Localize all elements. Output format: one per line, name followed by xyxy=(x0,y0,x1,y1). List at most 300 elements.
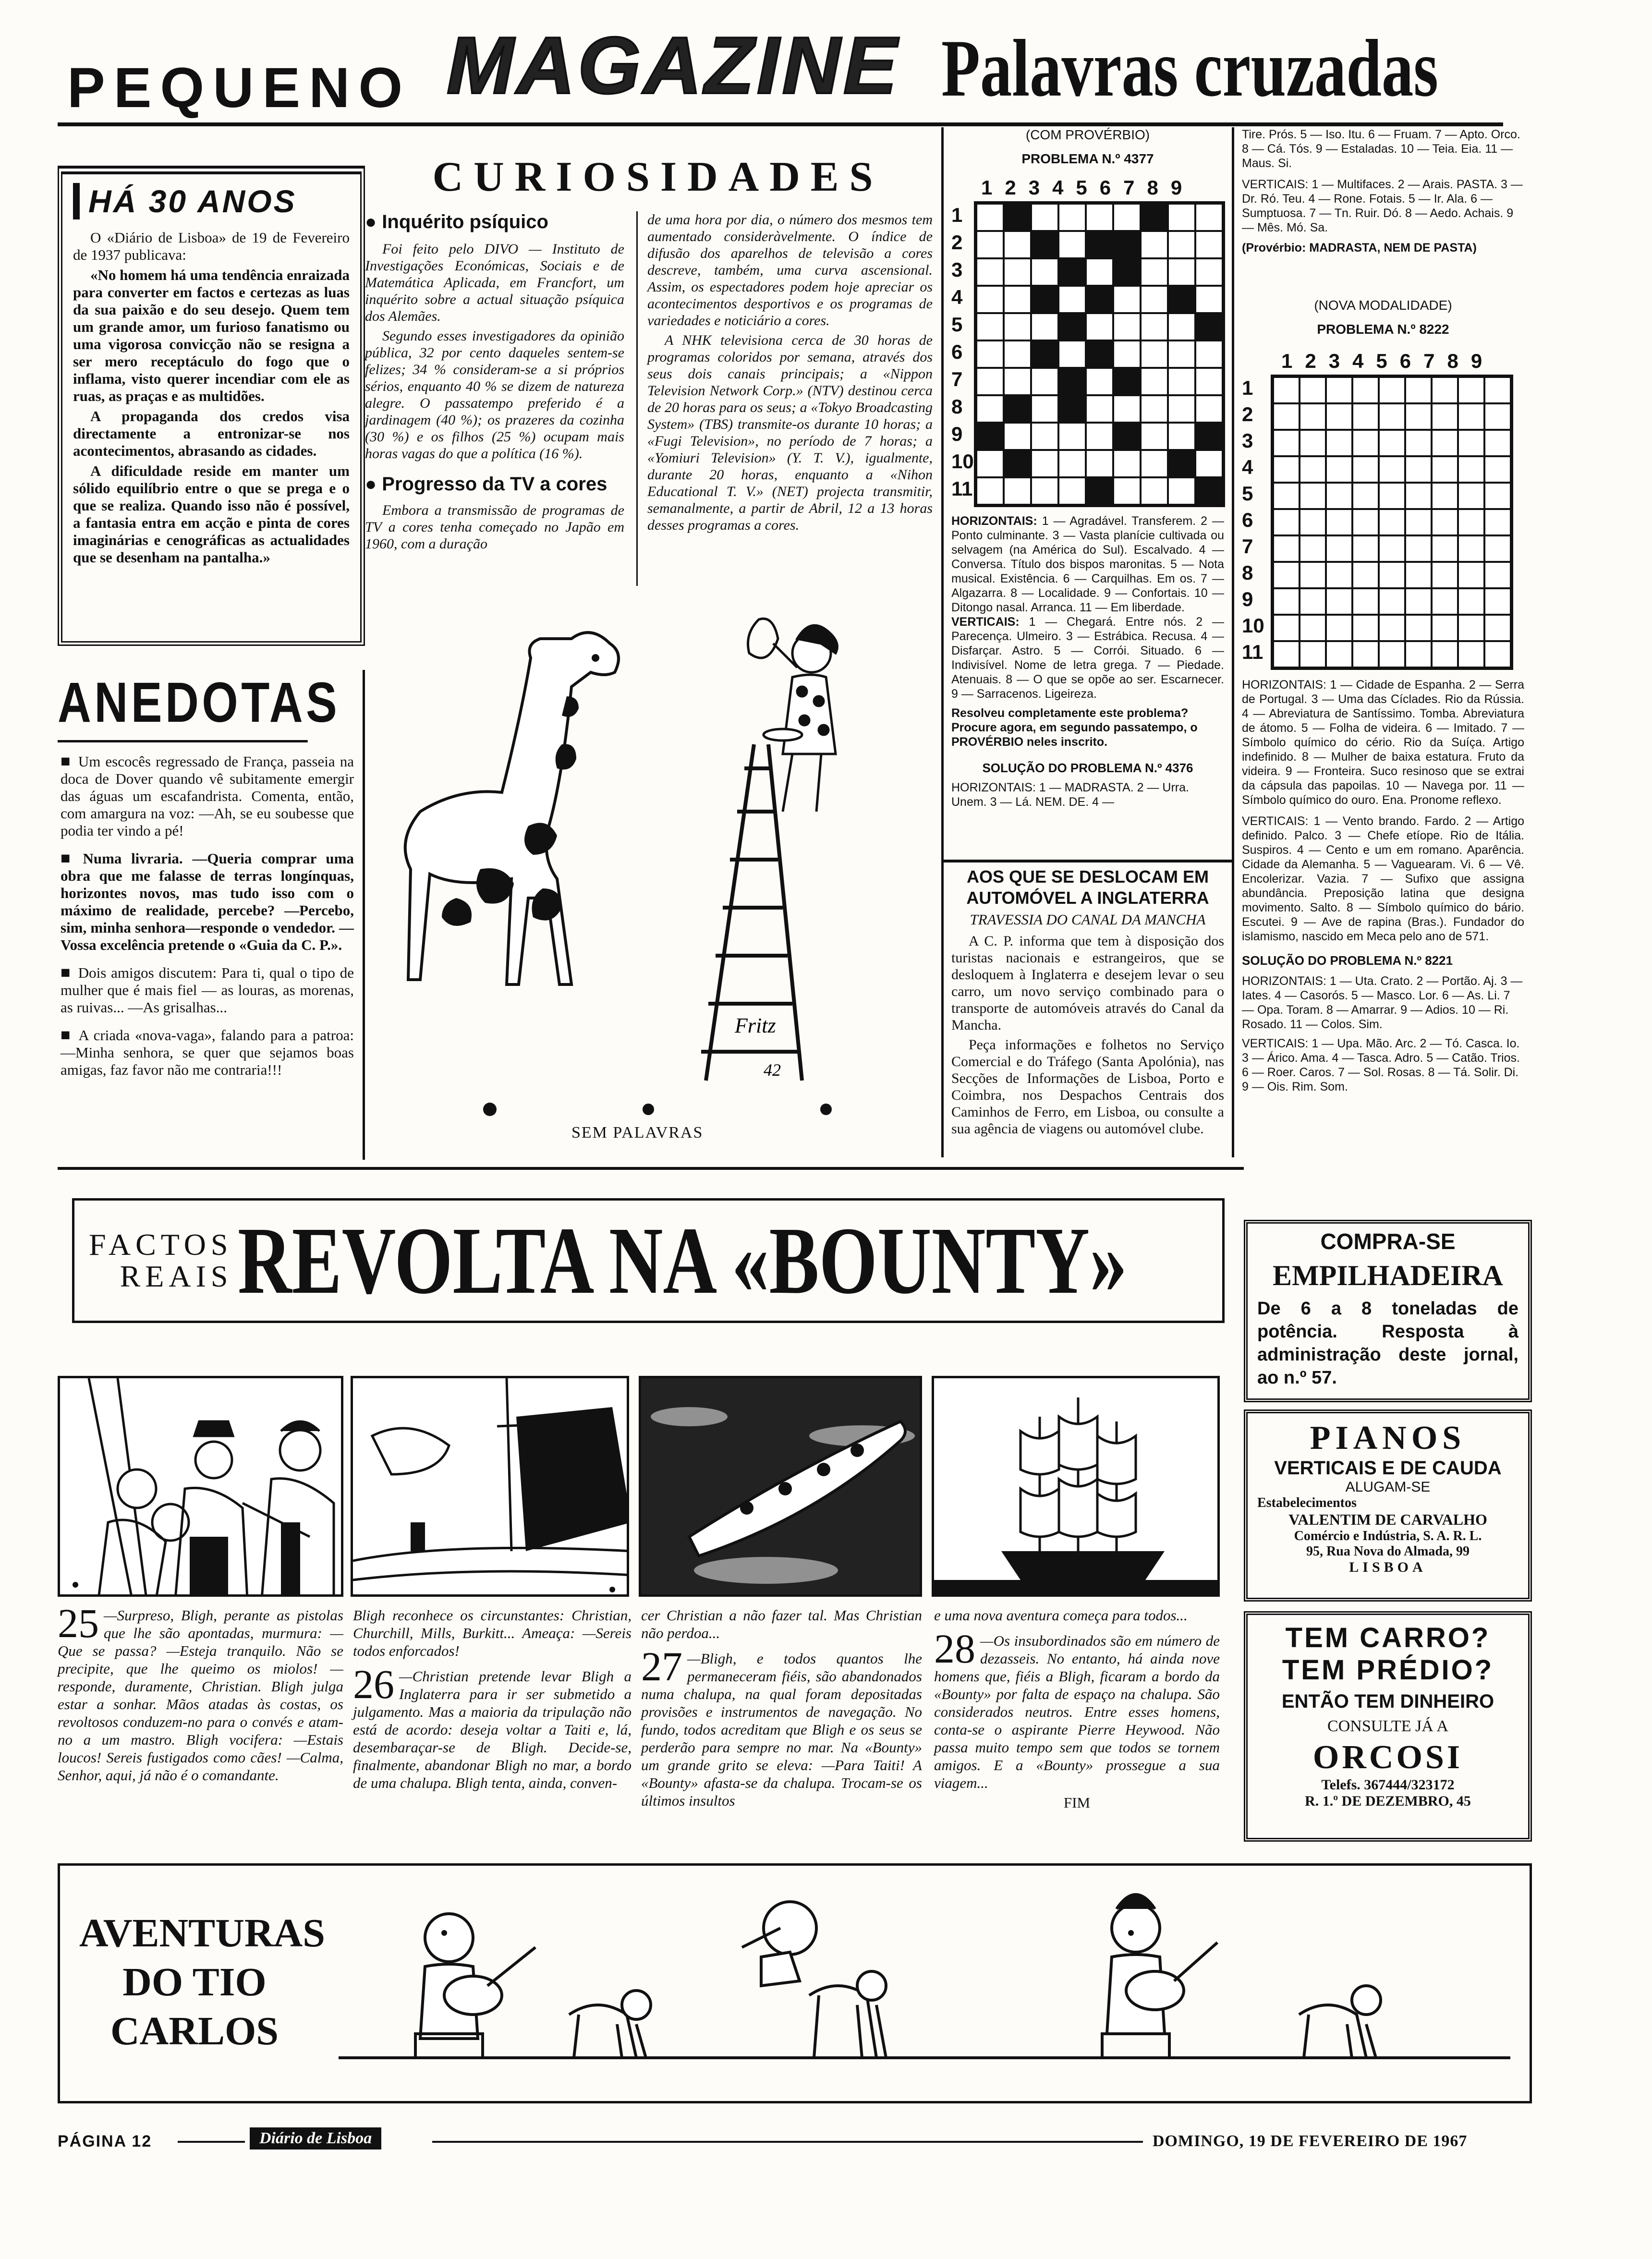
crossword-cell[interactable] xyxy=(1273,456,1300,483)
crossword-cell[interactable] xyxy=(1432,641,1458,668)
crossword-1-row-numbers xyxy=(951,201,974,507)
crossword-cell[interactable] xyxy=(1195,258,1223,286)
crossword-cell[interactable] xyxy=(1432,456,1458,483)
ad-pianos xyxy=(1244,1409,1532,1602)
crossword-cell[interactable] xyxy=(1004,204,1031,231)
crossword-cell[interactable] xyxy=(1168,340,1195,368)
curiosidades-col-1 xyxy=(355,211,634,591)
crossword-cell[interactable] xyxy=(1086,477,1113,505)
crossword-cell[interactable] xyxy=(1168,368,1195,395)
crossword-cell[interactable] xyxy=(1004,313,1031,340)
crossword-cell[interactable] xyxy=(1004,286,1031,313)
crossword-1-grid[interactable] xyxy=(974,201,1225,507)
crossword-cell[interactable] xyxy=(1405,641,1432,668)
crossword-cell[interactable] xyxy=(1484,377,1511,403)
crossword-cell[interactable] xyxy=(1058,258,1086,286)
crossword-cell[interactable] xyxy=(1004,450,1031,477)
crossword-cell[interactable] xyxy=(1031,313,1058,340)
crossword-cell[interactable] xyxy=(1458,430,1484,456)
crossword-cell[interactable] xyxy=(1458,403,1484,430)
crossword-cell[interactable] xyxy=(1458,456,1484,483)
crossword-cell[interactable] xyxy=(1300,641,1326,668)
crossword-cell[interactable] xyxy=(1273,509,1300,535)
crossword-cell[interactable] xyxy=(1168,286,1195,313)
crossword-cell[interactable] xyxy=(1352,403,1379,430)
masthead-rule xyxy=(58,122,1503,126)
crossword-cell[interactable] xyxy=(1113,450,1141,477)
crossword-1-proverbio: (Provérbio: MADRASTA, NEM DE PASTA) xyxy=(1242,241,1477,255)
crossword-cell[interactable] xyxy=(1273,377,1300,403)
bullet-icon: ● xyxy=(365,211,382,232)
cartoon-signature: Fritz xyxy=(735,1014,776,1037)
crossword-cell[interactable] xyxy=(1031,286,1058,313)
bounty-caption-28: e uma nova aventura começa para todos... 28 —Os insubordinados são em número de dezasseis. No entanto, há ainda nove homens que, fiéis a Bligh, ficaram a bordo da «Bounty» por falta de espaço na chalupa. São considerados neutros. Entre esses homens, conta-se o aspirante Pierre Heywood. Não passa muito tempo sem que todos se tornem amigos. E a «Bounty» prossegue a sua viagem... FIM xyxy=(934,1607,1220,1811)
crossword-cell[interactable] xyxy=(1004,258,1031,286)
curiosidades-text-2: Segundo esses investigadores da opinião pública, 32 por cento daqueles sentem-se felizes; 34 % consideram-se a si próprios sérios, enquanto 40 % se dizem de natureza alegre. O passatempo preferido é a jardinagem (40 %); os prazeres da cozinha (30 %) e os filhos (25 %) ocupam mais horas vagas do que a política (16 %). xyxy=(365,328,624,462)
crossword-cell[interactable] xyxy=(1405,535,1432,562)
crossword-cell[interactable] xyxy=(1300,615,1326,641)
viagem-p1: A C. P. informa que tem à disposição dos turistas nacionais e estrangeiros, que se desloquem à Inglaterra e desejem levar o seu carro, um novo serviço combinado para o transporte de automóveis através do Canal da Mancha. xyxy=(951,933,1224,1033)
crossword-cell[interactable] xyxy=(1458,377,1484,403)
crossword-cell[interactable] xyxy=(1031,258,1058,286)
crossword-cell[interactable] xyxy=(1113,286,1141,313)
tio-carlos-comic xyxy=(329,1870,1520,2096)
crossword-cell[interactable] xyxy=(1113,477,1141,505)
viagem-title: AOS QUE SE DESLOCAM EM AUTOMÓVEL A INGLATERRA xyxy=(966,867,1209,908)
crossword-cell[interactable] xyxy=(1058,231,1086,258)
crossword-cell[interactable] xyxy=(1352,377,1379,403)
crossword-2-solution-h: HORIZONTAIS: 1 — Uta. Crato. 2 — Portão. Aj. 3 — Iates. 4 — Casorós. 5 — Masco. Lor. 6 — As. Li. 7 — Opa. Toram. 8 — Amarrar. 9 — Adios. 10 — Ri. Rosado. 11 — Colos. Sim. xyxy=(1242,974,1523,1031)
crossword-cell[interactable] xyxy=(1031,395,1058,423)
crossword-cell[interactable] xyxy=(976,340,1004,368)
crossword-cell[interactable] xyxy=(1458,509,1484,535)
crossword-cell[interactable] xyxy=(1086,258,1113,286)
bounty-banner xyxy=(72,1198,1225,1323)
anedotas-title: ANEDOTAS xyxy=(58,670,308,742)
crossword-cell[interactable] xyxy=(1352,430,1379,456)
crossword-2-column xyxy=(1234,298,1532,1143)
crossword-cell[interactable] xyxy=(1113,258,1141,286)
crossword-cell[interactable] xyxy=(1004,340,1031,368)
curiosidades-text-3: Embora a transmissão de programas de TV a cores tenha começado no Japão em 1960, com a duração xyxy=(365,502,624,552)
crossword-cell[interactable] xyxy=(1300,509,1326,535)
crossword-cell[interactable] xyxy=(1195,368,1223,395)
crossword-cell[interactable] xyxy=(1326,483,1352,509)
anedota-1: ■ Um escocês regressado de França, passeia na doca de Dover quando vê subitamente emergir das águas um escafandrista. Comenta, então, com amargura na voz: —Ah, se eu soubesse que podia ter vindo a pé! xyxy=(61,753,354,839)
crossword-cell[interactable] xyxy=(1405,509,1432,535)
crossword-cell[interactable] xyxy=(1058,368,1086,395)
crossword-cell[interactable] xyxy=(1141,423,1168,450)
crossword-cell[interactable] xyxy=(1432,377,1458,403)
crossword-cell[interactable] xyxy=(1405,562,1432,588)
crossword-cell[interactable] xyxy=(1195,313,1223,340)
crossword-cell[interactable] xyxy=(1086,423,1113,450)
masthead-palavras-cruzadas: Palavras cruzadas xyxy=(941,23,1438,113)
crossword-cell[interactable] xyxy=(1195,340,1223,368)
bounty-caption-27b: e uma nova aventura começa para todos... xyxy=(934,1607,1188,1624)
crossword-2-column-numbers: 123456789 xyxy=(1281,350,1495,372)
crossword-cell[interactable] xyxy=(1058,395,1086,423)
ha-30-anos-title: HÁ 30 ANOS xyxy=(73,183,350,219)
crossword-cell[interactable] xyxy=(1086,231,1113,258)
crossword-cell[interactable] xyxy=(1113,340,1141,368)
crossword-row-number: 9 xyxy=(1242,588,1253,610)
crossword-cell[interactable] xyxy=(1113,204,1141,231)
ad-orcosi-l2: TEM PRÉDIO? xyxy=(1282,1654,1494,1686)
crossword-cell[interactable] xyxy=(1484,509,1511,535)
crossword-cell[interactable] xyxy=(1300,403,1326,430)
crossword-cell[interactable] xyxy=(1326,615,1352,641)
crossword-cell[interactable] xyxy=(1484,456,1511,483)
crossword-cell[interactable] xyxy=(1168,204,1195,231)
crossword-cell[interactable] xyxy=(1195,450,1223,477)
crossword-cell[interactable] xyxy=(976,313,1004,340)
crossword-cell[interactable] xyxy=(1432,588,1458,615)
crossword-cell[interactable] xyxy=(976,477,1004,505)
crossword-cell[interactable] xyxy=(1326,535,1352,562)
curiosidades-heading-1: ● Inquérito psíquico xyxy=(365,211,548,232)
crossword-cell[interactable] xyxy=(1379,615,1405,641)
crossword-cell[interactable] xyxy=(1300,430,1326,456)
crossword-cell[interactable] xyxy=(1484,430,1511,456)
crossword-2-problem: PROBLEMA N.º 8222 xyxy=(1317,322,1449,337)
crossword-cell[interactable] xyxy=(1352,562,1379,588)
crossword-cell[interactable] xyxy=(1405,456,1432,483)
crossword-cell[interactable] xyxy=(1432,535,1458,562)
masthead-pequeno: PEQUENO xyxy=(67,56,412,120)
crossword-cell[interactable] xyxy=(1141,313,1168,340)
crossword-1-solution-cont: Tire. Prós. 5 — Iso. Itu. 6 — Fruam. 7 — Apto. Orco. 8 — Cá. Tós. 9 — Estaladas. 10 — Teia. Eia. 11 — Maus. Si. xyxy=(1242,128,1520,170)
crossword-cell[interactable] xyxy=(1273,588,1300,615)
crossword-cell[interactable] xyxy=(1195,286,1223,313)
crossword-cell[interactable] xyxy=(1379,403,1405,430)
crossword-cell[interactable] xyxy=(1058,477,1086,505)
bounty-caption-26: Bligh reconhece os circunstantes: Christian, Churchill, Mills, Burkitt... Ameaça: —Sereis todos enforcados! 26 —Christian pretende levar Bligh a Inglaterra para ir ser submetido a julgamento. Mas a maioria da tripulação não está de acordo: deseja voltar a Taiti e, lá, desembaraçar-se de Bligh. Decide-se, finalmente, abandonar Bligh no mar, a bordo de uma chalupa. Bligh tenta, ainda, conven- xyxy=(353,1607,632,1791)
crossword-1-subtitle: (COM PROVÉRBIO) xyxy=(1025,127,1150,142)
crossword-cell[interactable] xyxy=(1141,258,1168,286)
crossword-row-number: 1 xyxy=(951,204,963,226)
crossword-row-number: 1 xyxy=(1242,376,1253,399)
crossword-cell[interactable] xyxy=(1168,450,1195,477)
crossword-cell[interactable] xyxy=(1004,231,1031,258)
crossword-1-clues: HORIZONTAIS: 1 — Agradável. Transferem. 2 — Ponto culminante. 3 — Vasta planície cultivada ou selvagem (na América do Sul). Escalvado. 4 — Conversa. Título dos bispos maronitas. 5 — Nota musical. Existência. 6 — Carquilhas. Em os. 7 — Algazarra. 8 — Localidade. 9 — Confortais. 10 — Ditongo nasal. Arranca. 11 — Em liberdade. VERTICAIS: 1 — Chegará. Entre nós. 2 — Parecença. Ulmeiro. 3 — Estrábica. Recusa. 4 — Disfarçar. Astro. 5 — Corrói. Situado. 6 — Indivisível. Nome de letra grega. 7 — Piedade. Atenuais. 8 — O que se opõe ao ser. Escarnecer. 9 — Sarracenos. Ligeireza. xyxy=(951,514,1224,701)
crossword-cell[interactable] xyxy=(976,231,1004,258)
crossword-cell[interactable] xyxy=(1352,509,1379,535)
crossword-cell[interactable] xyxy=(1195,395,1223,423)
crossword-cell[interactable] xyxy=(1379,483,1405,509)
crossword-cell[interactable] xyxy=(1031,477,1058,505)
crossword-cell[interactable] xyxy=(1379,430,1405,456)
crossword-row-number: 4 xyxy=(1242,456,1253,478)
crossword-2-grid[interactable] xyxy=(1271,375,1513,670)
footer-page: PÁGINA 12 xyxy=(58,2132,152,2150)
crossword-cell[interactable] xyxy=(1004,423,1031,450)
crossword-1-column-numbers: 123456789 xyxy=(981,176,1195,199)
crossword-row-number: 4 xyxy=(951,286,963,308)
curiosidades-heading-2: ● Progresso da TV a cores xyxy=(365,474,607,495)
ad-pianos-l8: LISBOA xyxy=(1349,1559,1427,1575)
crossword-cell[interactable] xyxy=(1168,477,1195,505)
crossword-cell[interactable] xyxy=(1484,403,1511,430)
crossword-cell[interactable] xyxy=(1405,615,1432,641)
crossword-cell[interactable] xyxy=(976,204,1004,231)
crossword-cell[interactable] xyxy=(1141,231,1168,258)
crossword-cell[interactable] xyxy=(1113,313,1141,340)
crossword-cell[interactable] xyxy=(1168,423,1195,450)
crossword-cell[interactable] xyxy=(1113,368,1141,395)
crossword-row-number: 10 xyxy=(951,450,974,473)
bounty-caption-25: 25 —Surpreso, Bligh, perante as pistolas que lhe são apontadas, murmura: —Que se passa? —Esteja tranquilo. Não se precipite, que lhe queimo os miolos! — responde, duramente, Christian. Bligh julga estar a sonhar. Mãos atadas às costas, os revoltosos conduzem-no para o convés e atam-no a um mastro. Bligh vocifera: —Estais loucos! Sereis fustigados como cães! —Calma, Senhor, aqui, já não é o comandante. xyxy=(58,1600,343,1784)
crossword-cell[interactable] xyxy=(1273,562,1300,588)
bullet-icon: ● xyxy=(365,474,382,495)
bounty-panel-28 xyxy=(932,1376,1220,1597)
bounty-caption-25b: Bligh reconhece os circunstantes: Christian, Churchill, Mills, Burkitt... Ameaça: —Sereis todos enforcados! xyxy=(353,1607,632,1659)
ha-30-anos-box xyxy=(58,166,365,646)
crossword-cell[interactable] xyxy=(1484,615,1511,641)
crossword-cell[interactable] xyxy=(1195,423,1223,450)
crossword-cell[interactable] xyxy=(1168,313,1195,340)
crossword-cell[interactable] xyxy=(1484,588,1511,615)
crossword-2-subtitle: (NOVA MODALIDADE) xyxy=(1314,298,1452,313)
crossword-cell[interactable] xyxy=(1195,477,1223,505)
crossword-cell[interactable] xyxy=(1086,313,1113,340)
crossword-2-row-numbers xyxy=(1242,375,1271,670)
crossword-row-number: 5 xyxy=(1242,482,1253,505)
crossword-row-number: 8 xyxy=(1242,561,1253,584)
crossword-cell[interactable] xyxy=(1458,535,1484,562)
crossword-cell[interactable] xyxy=(1086,368,1113,395)
crossword-row-number: 3 xyxy=(1242,429,1253,452)
crossword-cell[interactable] xyxy=(1432,483,1458,509)
crossword-cell[interactable] xyxy=(976,395,1004,423)
ad-empilhadeira-l3: De 6 a 8 toneladas de potência. Resposta à administração deste jornal, ao n.º 57. xyxy=(1257,1299,1518,1388)
crossword-cell[interactable] xyxy=(1326,562,1352,588)
crossword-cell[interactable] xyxy=(1031,204,1058,231)
crossword-cell[interactable] xyxy=(1326,509,1352,535)
crossword-cell[interactable] xyxy=(1405,588,1432,615)
viagem-subtitle: TRAVESSIA DO CANAL DA MANCHA xyxy=(970,911,1206,928)
footer-rule-mid xyxy=(432,2141,1143,2143)
column-rule xyxy=(636,211,638,586)
bounty-panel-26 xyxy=(351,1376,629,1597)
crossword-row-number: 7 xyxy=(1242,535,1253,558)
crossword-cell[interactable] xyxy=(1113,423,1141,450)
crossword-cell[interactable] xyxy=(1458,641,1484,668)
ad-pianos-l5: VALENTIM DE CARVALHO xyxy=(1288,1511,1487,1528)
crossword-cell[interactable] xyxy=(1086,286,1113,313)
crossword-cell[interactable] xyxy=(1031,368,1058,395)
crossword-cell[interactable] xyxy=(1300,483,1326,509)
crossword-cell[interactable] xyxy=(1484,641,1511,668)
cartoon-caption: SEM PALAVRAS xyxy=(571,1124,704,1142)
crossword-cell[interactable] xyxy=(1326,430,1352,456)
crossword-cell[interactable] xyxy=(1058,423,1086,450)
crossword-cell[interactable] xyxy=(976,286,1004,313)
anedota-3: ■ Dois amigos discutem: Para ti, qual o tipo de mulher que é mais fiel — as louras, as morenas, as ruivas... —As grisalhas... xyxy=(61,964,354,1016)
crossword-cell[interactable] xyxy=(1458,588,1484,615)
ad-orcosi-l5: ORCOSI xyxy=(1312,1739,1463,1776)
ad-pianos-l3: ALUGAM-SE xyxy=(1345,1479,1431,1495)
crossword-cell[interactable] xyxy=(1300,456,1326,483)
crossword-cell[interactable] xyxy=(1379,535,1405,562)
crossword-1-solution-verticais: VERTICAIS: 1 — Multifaces. 2 — Arais. PASTA. 3 — Dr. Ró. Teu. 4 — Rone. Fotais. 5 — Ir. Ala. 6 — Sumptuosa. 7 — Tn. Ruir. Dó. 8 — Aedo. Achais. 9 — Mês. Mó. Sa. xyxy=(1242,178,1523,234)
crossword-cell[interactable] xyxy=(1405,483,1432,509)
sailing-ship-illustration xyxy=(934,1378,1220,1597)
crossword-cell[interactable] xyxy=(1379,377,1405,403)
crossword-cell[interactable] xyxy=(1458,615,1484,641)
ha-30-anos-quote: «No homem há uma tendência enraizada para converter em factos e certezas as luas da sua paixão e do seu desejo. Quem tem um grande amor, um furioso fanatismo ou uma vigorosa convicção não se resigna a ser mero receptáculo do fogo que o inflama, visto querer incendiar com ele as ruas, as praças e as multidões. xyxy=(73,267,350,404)
crossword-cell[interactable] xyxy=(1432,403,1458,430)
crossword-cell[interactable] xyxy=(1484,535,1511,562)
crossword-cell[interactable] xyxy=(1168,258,1195,286)
crossword-cell[interactable] xyxy=(1458,483,1484,509)
crossword-cell[interactable] xyxy=(1086,395,1113,423)
footer-date: DOMINGO, 19 DE FEVEREIRO DE 1967 xyxy=(1153,2132,1468,2150)
crossword-cell[interactable] xyxy=(1031,231,1058,258)
crossword-cell[interactable] xyxy=(1273,483,1300,509)
giraffe-painter-illustration xyxy=(370,600,946,1119)
crossword-row-number: 6 xyxy=(951,340,963,363)
crossword-row-number: 8 xyxy=(951,395,963,418)
crossword-cell[interactable] xyxy=(1141,477,1168,505)
crossword-cell[interactable] xyxy=(1405,430,1432,456)
crossword-2-solution-v: VERTICAIS: 1 — Upa. Mão. Arc. 2 — Tó. Casca. Io. 3 — Árico. Ama. 4 — Tasca. Adro. 5 — Catão. Trios. 6 — Roer. Caros. 7 — Sol. Rosas. 8 — Tá. Solir. Di. 9 — Ois. Rim. Som. xyxy=(1242,1037,1520,1093)
crossword-1-solution-continued xyxy=(1234,127,1532,255)
crossword-cell[interactable] xyxy=(1458,562,1484,588)
crossword-cell[interactable] xyxy=(1058,340,1086,368)
crossword-1-promo: Resolveu completamente este problema? Procure agora, em segundo passatempo, o PROVÉRBIO neles inscrito. xyxy=(951,706,1198,749)
crossword-cell[interactable] xyxy=(1379,562,1405,588)
crossword-cell[interactable] xyxy=(1141,368,1168,395)
crossword-cell[interactable] xyxy=(1113,231,1141,258)
crossword-cell[interactable] xyxy=(1300,377,1326,403)
crossword-cell[interactable] xyxy=(1168,231,1195,258)
crossword-cell[interactable] xyxy=(1326,641,1352,668)
crossword-cell[interactable] xyxy=(1058,204,1086,231)
crossword-cell[interactable] xyxy=(1273,403,1300,430)
crossword-2-horizontais: HORIZONTAIS: 1 — Cidade de Espanha. 2 — Serra de Portugal. 3 — Uma das Cíclades. Rio da Rússia. 4 — Abreviatura de Santíssimo. Tomba. Abreviatura de átomo. 5 — Folha de videira. 6 — Imitado. 7 — Símbolo químico do cério. Rio da Suíça. Artigo indefinido. 8 — Mulher de baixa estatura. Fruto da videira. 9 — Fronteira. Suco resinoso que se extrai da cápsula das papoilas. 10 — Navega por. 11 — Símbolo químico do ouro. Ena. Pronome reflexo. xyxy=(1242,678,1524,807)
crossword-cell[interactable] xyxy=(1379,509,1405,535)
crossword-row-number: 9 xyxy=(951,423,963,445)
crossword-cell[interactable] xyxy=(1352,641,1379,668)
crossword-cell[interactable] xyxy=(1273,430,1300,456)
crossword-cell[interactable] xyxy=(1326,377,1352,403)
crossword-cell[interactable] xyxy=(1484,562,1511,588)
footer-rule-left xyxy=(178,2141,245,2143)
crossword-cell[interactable] xyxy=(1168,395,1195,423)
bounty-fim: FIM xyxy=(1063,1794,1091,1811)
crossword-cell[interactable] xyxy=(1004,477,1031,505)
bounty-kicker: FACTOS REAIS xyxy=(89,1227,233,1293)
ad-empilhadeira-l2: EMPILHADEIRA xyxy=(1272,1260,1504,1291)
crossword-cell[interactable] xyxy=(1352,535,1379,562)
curiosidades-title: CURIOSIDADES xyxy=(432,154,884,200)
crossword-cell[interactable] xyxy=(1379,456,1405,483)
crossword-cell[interactable] xyxy=(1379,588,1405,615)
crossword-cell[interactable] xyxy=(1086,450,1113,477)
ad-orcosi-l7: R. 1.º DE DEZEMBRO, 45 xyxy=(1305,1793,1471,1809)
crossword-cell[interactable] xyxy=(1086,340,1113,368)
crossword-cell[interactable] xyxy=(1058,286,1086,313)
crossword-cell[interactable] xyxy=(1405,377,1432,403)
crossword-1-problem: PROBLEMA N.º 4377 xyxy=(1021,151,1154,166)
crossword-cell[interactable] xyxy=(1300,535,1326,562)
crossword-cell[interactable] xyxy=(1195,204,1223,231)
crossword-cell[interactable] xyxy=(1113,395,1141,423)
crossword-cell[interactable] xyxy=(1432,430,1458,456)
crossword-cell[interactable] xyxy=(1004,368,1031,395)
crossword-row-number: 5 xyxy=(951,313,963,336)
ad-orcosi-l3: ENTÃO TEM DINHEIRO xyxy=(1281,1691,1494,1712)
crossword-cell[interactable] xyxy=(1326,403,1352,430)
curiosidades-text-4: de uma hora por dia, o número dos mesmos tem aumentado consideràvelmente. O índice de difusão dos aparelhos de televisão a cores descreve, também, uma curva ascensional. Assim, os espectadores podem hoje apreciar os acontecimentos desportivos e os programas de variedades e noticiário a cores. xyxy=(647,212,933,328)
crossword-cell[interactable] xyxy=(1031,423,1058,450)
crossword-cell[interactable] xyxy=(1326,588,1352,615)
curiosidades-col-2 xyxy=(639,211,941,591)
crossword-cell[interactable] xyxy=(1004,395,1031,423)
crossword-cell[interactable] xyxy=(1352,615,1379,641)
crossword-cell[interactable] xyxy=(1141,340,1168,368)
ad-pianos-l7: 95, Rua Nova do Almada, 99 xyxy=(1306,1544,1470,1559)
crossword-cell[interactable] xyxy=(1300,588,1326,615)
anedota-4: ■ A criada «nova-vaga», falando para a patroa: —Minha senhora, se quer que sejamos boas amigas, faz favor não me contraria!!! xyxy=(61,1027,354,1079)
crossword-cell[interactable] xyxy=(1432,509,1458,535)
crossword-cell[interactable] xyxy=(1141,395,1168,423)
crossword-cell[interactable] xyxy=(1432,562,1458,588)
tio-carlos-title: AVENTURAS DO TIO CARLOS xyxy=(79,1911,325,2053)
ad-pianos-l1: PIANOS xyxy=(1310,1420,1466,1457)
crossword-cell[interactable] xyxy=(1326,456,1352,483)
crossword-cell[interactable] xyxy=(1058,313,1086,340)
crossword-cell[interactable] xyxy=(1086,204,1113,231)
crossword-cell[interactable] xyxy=(1352,456,1379,483)
crossword-cell[interactable] xyxy=(1273,535,1300,562)
crossword-cell[interactable] xyxy=(1484,483,1511,509)
crossword-cell[interactable] xyxy=(1141,450,1168,477)
crossword-cell[interactable] xyxy=(1141,286,1168,313)
section-rule xyxy=(58,1167,1244,1170)
crossword-cell[interactable] xyxy=(976,258,1004,286)
ad-orcosi-l4: CONSULTE JÁ A xyxy=(1327,1717,1448,1735)
crossword-cell[interactable] xyxy=(1273,641,1300,668)
crossword-cell[interactable] xyxy=(1405,403,1432,430)
crossword-cell[interactable] xyxy=(1379,641,1405,668)
crossword-cell[interactable] xyxy=(1031,450,1058,477)
crossword-cell[interactable] xyxy=(1058,450,1086,477)
cartoon-sem-palavras xyxy=(370,600,946,1157)
mutineers-illustration xyxy=(60,1378,343,1597)
crossword-cell[interactable] xyxy=(976,450,1004,477)
crossword-cell[interactable] xyxy=(1432,615,1458,641)
tio-carlos-strip xyxy=(58,1863,1532,2103)
crossword-1-solution: HORIZONTAIS: 1 — MADRASTA. 2 — Urra. Unem. 3 — Lá. NEM. DE. 4 — xyxy=(951,781,1189,809)
crossword-cell[interactable] xyxy=(976,423,1004,450)
crossword-cell[interactable] xyxy=(1352,588,1379,615)
crossword-row-number: 2 xyxy=(951,231,963,254)
footer-paper-name: Diário de Lisboa xyxy=(250,2127,381,2150)
crossword-cell[interactable] xyxy=(976,368,1004,395)
anedota-2: ■ Numa livraria. —Queria comprar uma obra que me falasse de terras longínquas, horizontes novos, mas tudo isso com o máximo de realidade, percebe? —Percebo, sim, minha senhora—responde o vendedor. — Vossa excelência pretende o «Guia da C. P.». xyxy=(61,850,354,954)
crossword-cell[interactable] xyxy=(1352,483,1379,509)
viagem-p2: Peça informações e folhetos no Serviço Comercial e do Tráfego (Santa Apolónia), nas Secções de Informações de Lisboa, Porto e Coimbra, nos Despachos Centrais dos Caminhos de Ferro, em Lisboa, ou consulte a sua agência de viagens ou automóvel clube. xyxy=(951,1037,1224,1137)
ad-empilhadeira xyxy=(1244,1220,1532,1402)
crossword-cell[interactable] xyxy=(1273,615,1300,641)
ad-empilhadeira-l1: COMPRA-SE xyxy=(1320,1229,1456,1254)
crossword-cell[interactable] xyxy=(1031,340,1058,368)
crossword-cell[interactable] xyxy=(1300,562,1326,588)
crossword-cell[interactable] xyxy=(1195,231,1223,258)
crossword-cell[interactable] xyxy=(1141,204,1168,231)
